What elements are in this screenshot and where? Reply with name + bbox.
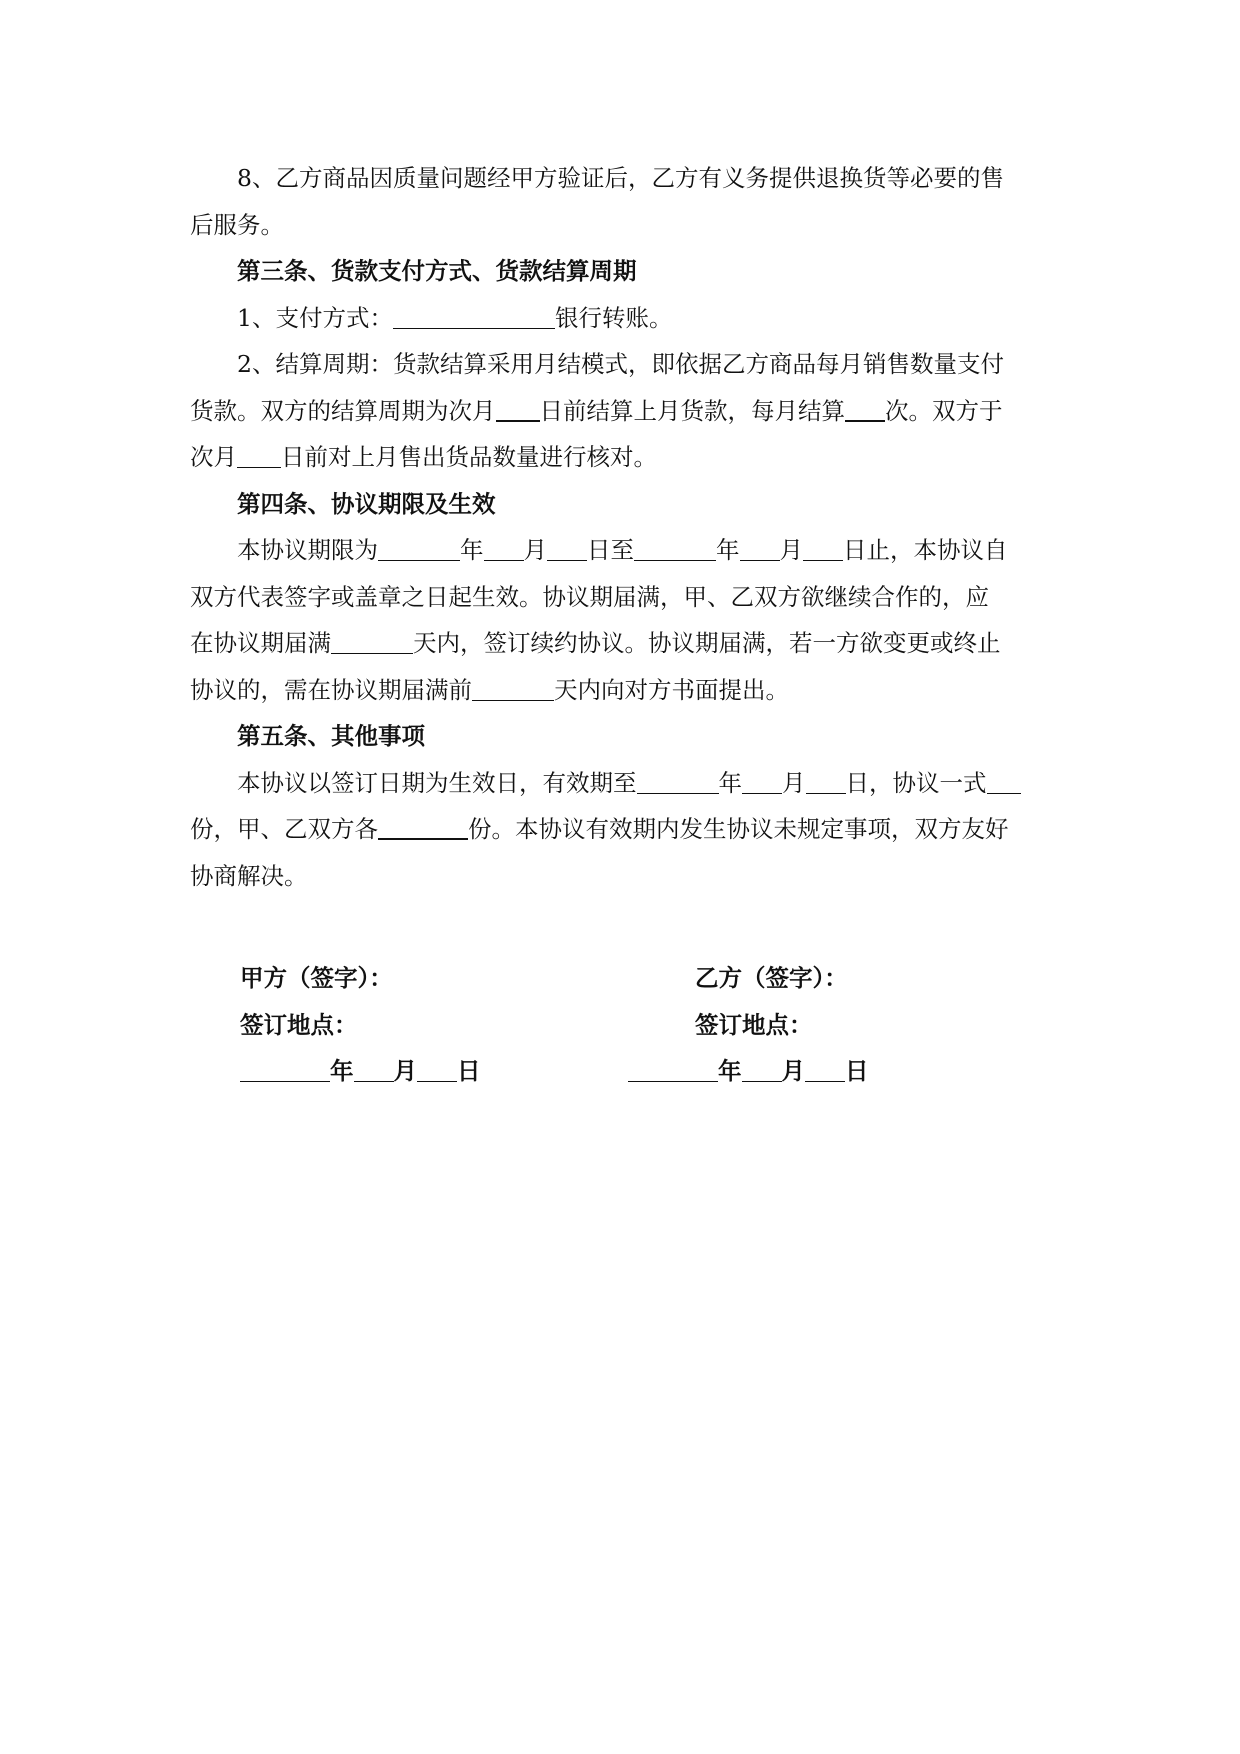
- copies-total-blank[interactable]: [987, 769, 1021, 794]
- party-a-year-blank[interactable]: [240, 1058, 330, 1083]
- clause-8-line-2: [190, 202, 1060, 249]
- party-a-day-blank[interactable]: [417, 1058, 457, 1083]
- misc-text-1a: 本协议以签订日期为生效日，有效期至: [237, 768, 637, 797]
- article-5-line-3: [190, 853, 1060, 900]
- article-5-line-1: [190, 760, 1060, 807]
- party-b-day-blank[interactable]: [805, 1058, 845, 1083]
- article-3-heading: 第三条、货款支付方式、货款结算周期: [237, 257, 637, 285]
- party-b-day-label: 日: [845, 1057, 869, 1085]
- party-b-place-label: 签订地点：: [695, 1010, 813, 1039]
- party-b-sign-label: 乙方（签字）：: [695, 964, 848, 992]
- party-a-month-label: 月: [393, 1057, 417, 1085]
- misc-text-3: 协商解决。: [190, 861, 308, 890]
- term-text-1c: 日至: [587, 536, 634, 564]
- clause-8-text-2: 后服务。: [190, 210, 284, 239]
- term-text-2: 双方代表签字或盖章之日起生效。协议期届满，甲、乙双方欲继续合作的，应: [190, 582, 989, 611]
- term-month-label-1: 月: [523, 536, 547, 564]
- misc-text-1d: 日，协议一式: [845, 768, 987, 797]
- valid-month-blank[interactable]: [742, 769, 782, 794]
- term-text-4b: 天内向对方书面提出。: [554, 675, 789, 704]
- article-4-heading: 第四条、协议期限及生效: [237, 489, 496, 518]
- party-a-signature: [240, 955, 481, 1095]
- party-a-year-label: 年: [330, 1057, 354, 1085]
- term-text-4a: 协议的，需在协议期届满前: [190, 675, 472, 704]
- term-end-month-blank[interactable]: [740, 537, 780, 562]
- settlement-text-2a: 货款。双方的结算周期为次月: [190, 396, 496, 425]
- settlement-text-3b: 日前对上月售出货品数量进行核对。: [281, 443, 657, 471]
- party-a-date: [240, 1048, 481, 1095]
- misc-year-label: 年: [718, 768, 742, 797]
- article-4-line-2: [190, 574, 1060, 621]
- article-5-heading: 第五条、其他事项: [237, 722, 425, 750]
- term-text-1a: 本协议期限为: [237, 536, 378, 564]
- contract-page: [190, 155, 1060, 899]
- clause-8-text-1: 8、乙方商品因质量问题经甲方验证后，乙方有义务提供退换货等必要的售: [237, 164, 1004, 192]
- settlement-text-3a: 次月: [190, 443, 237, 471]
- term-start-day-blank[interactable]: [547, 537, 587, 562]
- term-text-3a: 在协议期届满: [190, 629, 331, 657]
- term-year-label-2: 年: [716, 536, 740, 564]
- clause-8-line-1: [190, 155, 1060, 202]
- term-start-month-blank[interactable]: [484, 537, 524, 562]
- term-text-3b: 天内，签订续约协议。协议期届满，若一方欲变更或终止: [413, 629, 1001, 657]
- settlement-text-2b: 日前结算上月货款，每月结算: [539, 396, 845, 425]
- copies-each-blank[interactable]: [378, 815, 468, 841]
- settlement-times-blank[interactable]: [845, 396, 885, 422]
- term-end-day-blank[interactable]: [803, 537, 843, 562]
- party-b-year-label: 年: [718, 1057, 742, 1085]
- party-a-month-blank[interactable]: [354, 1058, 394, 1083]
- settlement-text-2c: 次。双方于: [885, 396, 1003, 425]
- notice-days-blank[interactable]: [472, 676, 554, 701]
- article-4-line-4: [190, 667, 1060, 714]
- misc-text-2b: 份。本协议有效期内发生协议未规定事项，双方友好: [468, 815, 1009, 843]
- article-4-line-3: [190, 620, 1060, 667]
- article-5-line-2: [190, 806, 1060, 853]
- article-4-line-1: [190, 527, 1060, 574]
- term-year-label-1: 年: [460, 536, 484, 564]
- term-start-year-blank[interactable]: [378, 537, 460, 562]
- party-a-day-label: 日: [457, 1057, 481, 1085]
- misc-month-label: 月: [782, 768, 806, 797]
- term-end-year-blank[interactable]: [634, 537, 716, 562]
- article-3-item-1: [190, 295, 1060, 342]
- party-b-month-blank[interactable]: [742, 1058, 782, 1083]
- article-3-item-2-line-1: [190, 341, 1060, 388]
- misc-text-2a: 份，甲、乙双方各: [190, 815, 378, 843]
- check-day-blank[interactable]: [237, 444, 281, 469]
- party-b-date: [628, 1048, 869, 1095]
- article-3-item-2-line-3: [190, 434, 1060, 481]
- valid-year-blank[interactable]: [637, 769, 719, 794]
- party-b-month-label: 月: [781, 1057, 805, 1085]
- article-3-item-2-line-2: [190, 388, 1060, 435]
- term-month-label-2: 月: [779, 536, 803, 564]
- party-b-year-blank[interactable]: [628, 1058, 718, 1083]
- valid-day-blank[interactable]: [806, 769, 846, 794]
- party-a-sign-label: 甲方（签字）：: [240, 964, 393, 992]
- renewal-days-blank[interactable]: [331, 630, 413, 655]
- term-text-1g: 日止，本协议自: [843, 536, 1008, 564]
- settlement-day-blank[interactable]: [496, 396, 540, 422]
- payment-method-suffix: 银行转账。: [554, 303, 673, 332]
- party-b-signature: [695, 955, 869, 1095]
- party-a-place-label: 签订地点：: [240, 1010, 358, 1039]
- payment-method-label: 1、支付方式：: [237, 303, 393, 332]
- settlement-text-1: 2、结算周期：货款结算采用月结模式，即依据乙方商品每月销售数量支付: [237, 350, 1004, 378]
- payment-method-blank[interactable]: [393, 304, 555, 329]
